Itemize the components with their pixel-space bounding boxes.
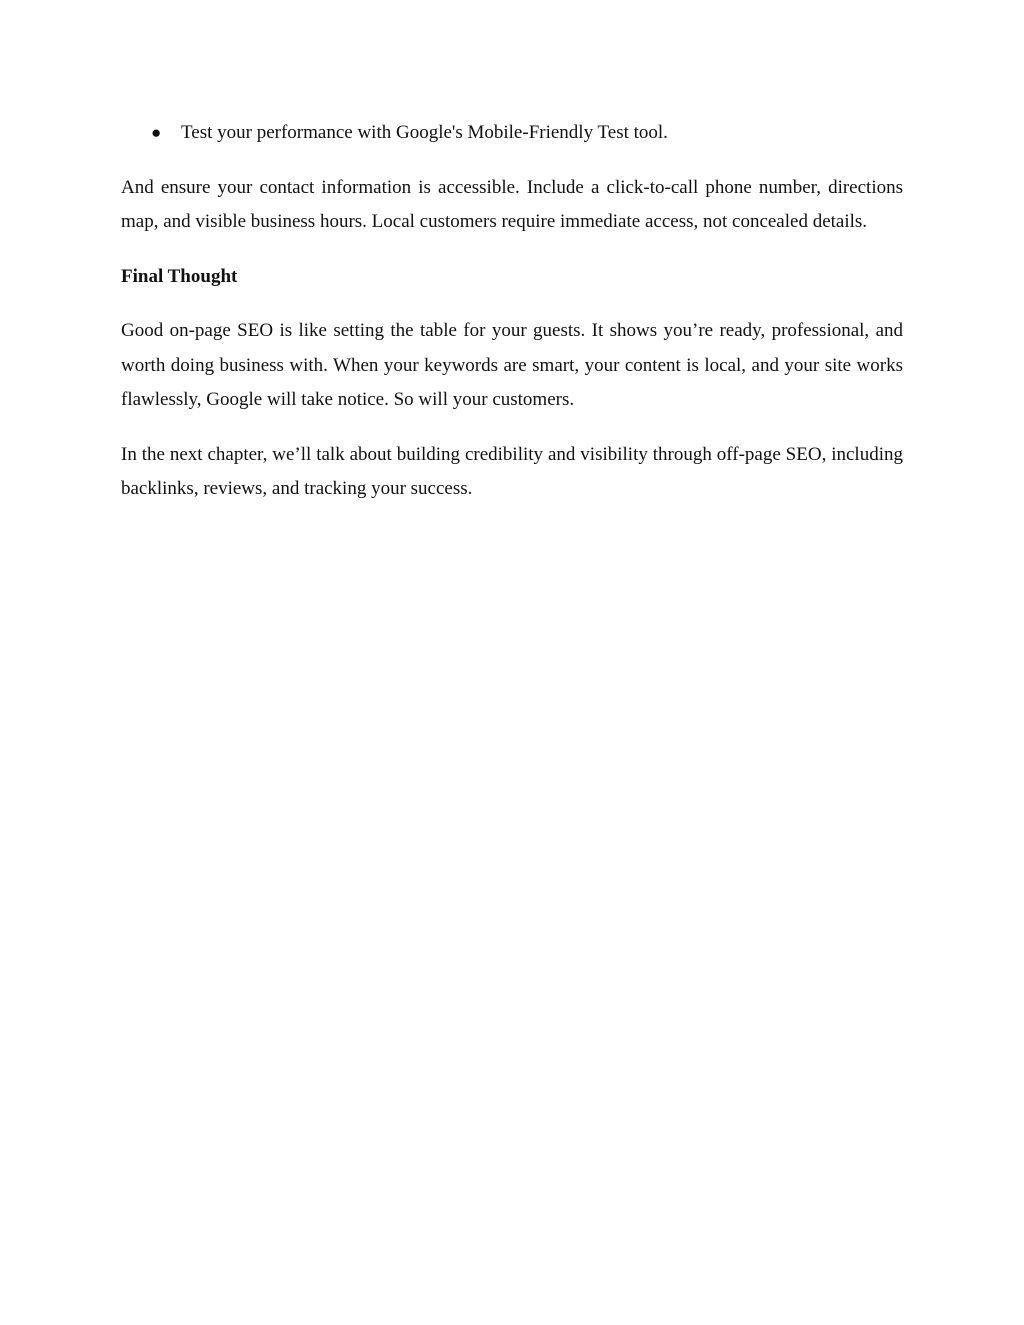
bullet-icon: ● [151,123,162,142]
list-item [121,116,903,151]
final-thought-paragraph: Good on-page SEO is like setting the table for your guests. It shows you’re ready, professional, and worth doing business with. When your keywords are smart, your content is local, and your site works flawlessly, Google will take notice. So will your customers. [121,320,903,410]
next-chapter-paragraph: In the next chapter, we’ll talk about building credibility and visibility through off-page SEO, including backlinks, reviews, and tracking your success. [121,443,903,499]
section-heading: Final Thought [121,265,238,287]
document-body [121,116,903,527]
contact-paragraph: And ensure your contact information is accessible. Include a click-to-call phone number, directions map, and visible business hours. Local customers require immediate access, not concealed details. [121,176,903,232]
bullet-list [121,116,903,151]
bullet-text: Test your performance with Google's Mobile-Friendly Test tool. [181,122,668,143]
